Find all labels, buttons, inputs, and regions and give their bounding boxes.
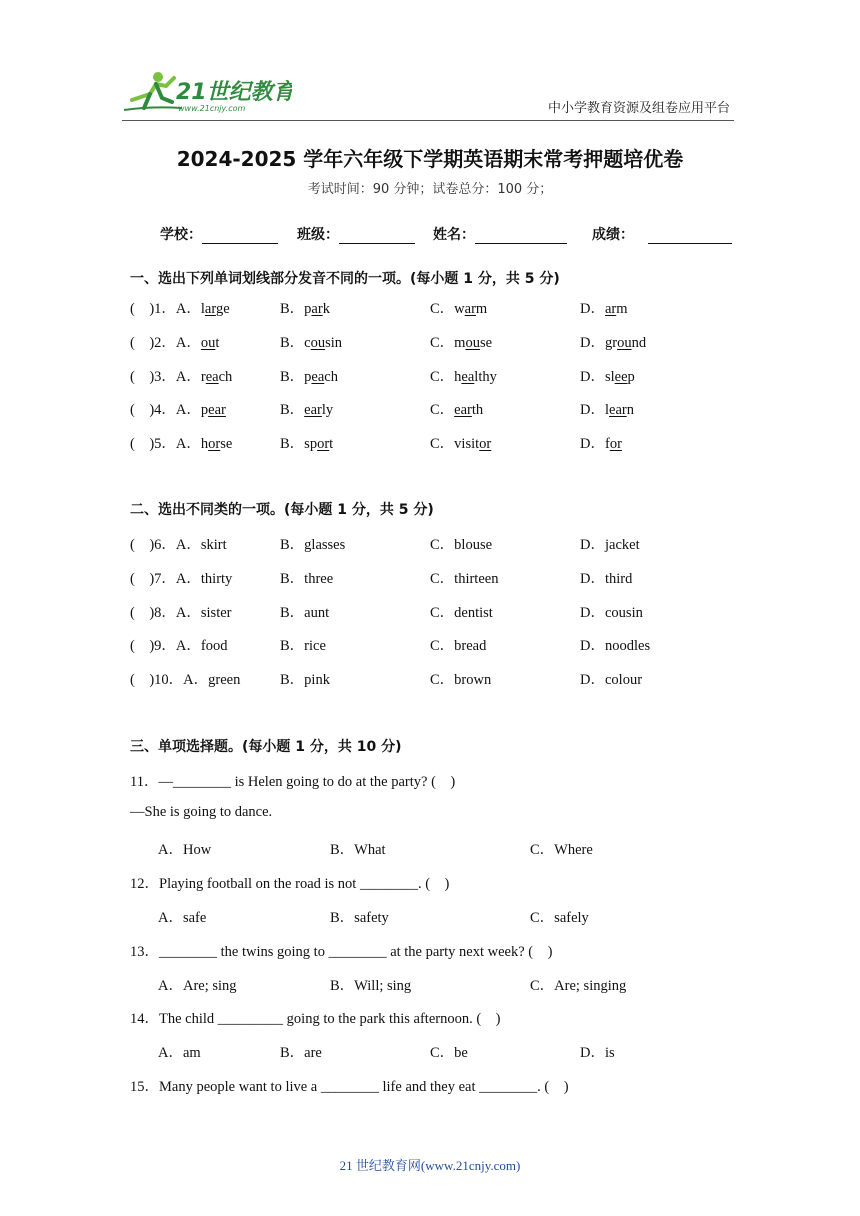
- option-label: C．: [430, 638, 455, 655]
- option-word: out: [200, 334, 220, 351]
- option-label: C．: [430, 436, 455, 453]
- option-label: B．: [280, 436, 305, 453]
- option-label: D．: [580, 402, 605, 419]
- option-word: large: [200, 301, 230, 317]
- underlined-letters: ea: [311, 368, 325, 385]
- option-label: B．: [280, 368, 305, 385]
- class-field[interactable]: [297, 224, 415, 244]
- option-word: bread: [454, 638, 487, 655]
- option-word: blouse: [454, 537, 493, 553]
- q15-stem: 15．Many people want to live a ________ life and they eat ________. ( ): [130, 1079, 569, 1095]
- option-d[interactable]: [580, 432, 622, 453]
- option-b[interactable]: [280, 432, 333, 453]
- option-word: ground: [604, 334, 647, 351]
- option-word: pink: [304, 672, 330, 689]
- platform-label: 中小学教育资源及组卷应用平台: [547, 101, 730, 116]
- question-number: ( )10．A．: [130, 672, 209, 689]
- q11-answer-line: —She is going to dance.: [130, 804, 273, 820]
- q12-option-c[interactable]: C．safely: [530, 910, 589, 926]
- option-label: D．: [580, 334, 605, 351]
- option-d[interactable]: [580, 533, 640, 554]
- option-label: B．: [280, 672, 305, 689]
- option-word: pear: [200, 402, 226, 419]
- option-label: B．: [280, 570, 305, 587]
- question-number: ( )8．A．: [130, 604, 201, 621]
- option-word: arm: [604, 301, 628, 317]
- option-word: park: [304, 301, 330, 317]
- q11-option-a[interactable]: A．How: [158, 842, 212, 858]
- question-number: ( )2．A．: [130, 334, 201, 351]
- option-a[interactable]: [130, 533, 227, 554]
- option-c[interactable]: [430, 398, 483, 419]
- question-number: ( )9．A．: [130, 638, 201, 655]
- option-word: thirty: [200, 570, 233, 587]
- exam-info: 考试时间：90 分钟；试卷总分：100 分；: [307, 182, 553, 197]
- school-label: 学校：: [160, 227, 202, 243]
- section2-heading: 二、选出不同类的一项。(每小题 1 分，共 5 分): [130, 502, 434, 518]
- option-word: colour: [604, 672, 643, 689]
- option-b[interactable]: [280, 398, 333, 419]
- option-label: D．: [580, 537, 605, 553]
- option-label: D．: [580, 604, 605, 621]
- underlined-letters: ou: [465, 334, 480, 351]
- option-b[interactable]: [280, 601, 329, 622]
- option-label: B．: [280, 301, 305, 317]
- underlined-letters: ou: [200, 334, 216, 351]
- option-word: learn: [604, 402, 634, 419]
- option-label: B．: [280, 334, 305, 351]
- option-c[interactable]: [430, 365, 497, 386]
- section3-heading: 三、单项选择题。(每小题 1 分，共 10 分): [130, 739, 402, 755]
- svg-text:www.21cnjy.com: www.21cnjy.com: [178, 104, 246, 113]
- option-label: B．: [280, 638, 305, 655]
- option-c[interactable]: [430, 634, 486, 655]
- option-a[interactable]: [130, 365, 232, 386]
- option-b[interactable]: [280, 668, 330, 689]
- option-word: brown: [454, 672, 492, 689]
- name-label: 姓名：: [433, 227, 475, 243]
- option-word: horse: [200, 436, 233, 453]
- footer-link[interactable]: 21 世纪教育网(www.21cnjy.com): [339, 1158, 521, 1173]
- option-word: sister: [200, 604, 232, 621]
- q14-option-d[interactable]: D．is: [580, 1045, 615, 1061]
- option-d[interactable]: [580, 331, 646, 352]
- score-label: 成绩：: [592, 227, 634, 243]
- option-word: for: [604, 436, 622, 453]
- class-label: 班级：: [297, 227, 339, 243]
- option-word: sport: [304, 436, 334, 453]
- option-a[interactable]: [130, 668, 240, 689]
- option-word: cousin: [604, 604, 643, 621]
- q11-option-c[interactable]: C．Where: [530, 842, 593, 858]
- option-word: skirt: [200, 537, 227, 553]
- option-word: early: [304, 402, 334, 419]
- underlined-letters: ea: [205, 368, 219, 385]
- option-word: noodles: [604, 638, 651, 655]
- school-blank[interactable]: [202, 229, 278, 244]
- underlined-letters: ear: [208, 402, 226, 419]
- underlined-letters: or: [479, 436, 492, 453]
- option-word: three: [304, 570, 334, 587]
- q14-option-c[interactable]: C．be: [430, 1045, 468, 1061]
- option-b[interactable]: [280, 365, 338, 386]
- underlined-letters: ou: [617, 334, 632, 351]
- option-word: mouse: [454, 334, 493, 351]
- option-word: glasses: [304, 537, 346, 553]
- logo: [122, 70, 292, 114]
- score-field[interactable]: [592, 224, 732, 244]
- name-blank[interactable]: [475, 229, 567, 244]
- q13-option-a[interactable]: A．Are; sing: [158, 978, 237, 994]
- option-label: C．: [430, 604, 455, 621]
- option-label: B．: [280, 604, 305, 621]
- page-title: 2024-2025 学年六年级下学期英语期末常考押题培优卷: [176, 147, 684, 171]
- question-number: ( )4．A．: [130, 402, 201, 419]
- underlined-letters: ear: [609, 402, 627, 419]
- option-word: earth: [454, 402, 484, 419]
- underlined-letters: ou: [310, 334, 326, 351]
- question-number: ( )7．A．: [130, 570, 201, 587]
- option-a[interactable]: [130, 601, 232, 622]
- option-d[interactable]: [580, 668, 642, 689]
- option-label: D．: [580, 672, 605, 689]
- option-word: rice: [304, 638, 326, 655]
- option-word: aunt: [304, 604, 330, 621]
- option-label: B．: [280, 402, 305, 419]
- option-b[interactable]: [280, 634, 326, 655]
- q13-stem: 13．________ the twins going to ________ at the party next week? ( ): [130, 944, 553, 960]
- option-label: C．: [430, 334, 455, 351]
- option-a[interactable]: [130, 331, 219, 352]
- option-label: D．: [580, 436, 605, 453]
- option-b[interactable]: [280, 567, 333, 588]
- header-divider: [122, 120, 734, 121]
- option-c[interactable]: [430, 601, 493, 622]
- q11-stem: 11．—________ is Helen going to do at the party? ( ): [130, 774, 456, 790]
- option-word: jacket: [604, 537, 640, 553]
- option-a[interactable]: [130, 634, 227, 655]
- option-c[interactable]: [430, 432, 491, 453]
- question-number: ( )3．A．: [130, 368, 201, 385]
- underlined-letters: ea: [461, 368, 475, 385]
- option-d[interactable]: [580, 398, 634, 419]
- option-word: reach: [200, 368, 233, 385]
- q12-option-a[interactable]: A．safe: [158, 910, 207, 926]
- svg-text:21世纪教育: 21世纪教育: [176, 80, 292, 105]
- runner-logo-icon: [122, 70, 292, 114]
- option-word: green: [208, 672, 241, 689]
- q12-option-b[interactable]: B．safety: [330, 910, 389, 926]
- option-d[interactable]: [580, 634, 650, 655]
- score-blank[interactable]: [648, 229, 732, 244]
- underlined-letters: ar: [204, 301, 216, 317]
- option-word: warm: [454, 301, 488, 317]
- option-c[interactable]: [430, 668, 491, 689]
- option-d[interactable]: [580, 567, 632, 588]
- q14-option-b[interactable]: B．are: [280, 1045, 322, 1061]
- question-number: ( )1．A．: [130, 301, 201, 317]
- option-c[interactable]: [430, 331, 492, 352]
- option-b[interactable]: [280, 533, 345, 554]
- option-c[interactable]: [430, 567, 498, 588]
- name-field[interactable]: [433, 224, 567, 244]
- option-label: D．: [580, 638, 605, 655]
- option-label: C．: [430, 672, 455, 689]
- question-number: ( )6．A．: [130, 537, 201, 553]
- option-label: C．: [430, 570, 455, 587]
- option-d[interactable]: [580, 601, 643, 622]
- option-label: C．: [430, 537, 455, 553]
- option-label: D．: [580, 301, 605, 317]
- q13-option-b[interactable]: B．Will; sing: [330, 978, 412, 994]
- question-number: ( )5．A．: [130, 436, 201, 453]
- option-c[interactable]: [430, 297, 487, 318]
- option-label: D．: [580, 570, 605, 587]
- option-word: healthy: [454, 368, 497, 385]
- option-d[interactable]: [580, 365, 635, 386]
- option-label: C．: [430, 402, 455, 419]
- option-a[interactable]: [130, 432, 232, 453]
- option-label: C．: [430, 368, 455, 385]
- school-field[interactable]: [160, 224, 278, 244]
- option-label: C．: [430, 301, 455, 317]
- q14-option-a[interactable]: A．am: [158, 1045, 201, 1061]
- option-a[interactable]: [130, 398, 226, 419]
- option-word: dentist: [454, 604, 493, 621]
- option-b[interactable]: [280, 297, 330, 318]
- option-label: D．: [580, 368, 605, 385]
- option-d[interactable]: [580, 297, 628, 318]
- q14-stem: 14．The child _________ going to the park this afternoon. ( ): [130, 1011, 501, 1027]
- option-word: third: [604, 570, 633, 587]
- option-b[interactable]: [280, 331, 342, 352]
- option-word: sleep: [604, 368, 635, 385]
- underlined-letters: or: [609, 436, 622, 453]
- underlined-letters: ear: [454, 402, 472, 419]
- q12-stem: 12．Playing football on the road is not ________. ( ): [130, 876, 450, 892]
- underlined-letters: ee: [614, 368, 628, 385]
- option-a[interactable]: [130, 567, 232, 588]
- option-word: thirteen: [454, 570, 499, 587]
- option-a[interactable]: [130, 297, 230, 318]
- underlined-letters: ar: [311, 301, 323, 317]
- option-word: food: [200, 638, 228, 655]
- option-c[interactable]: [430, 533, 492, 554]
- underlined-letters: ear: [304, 402, 322, 419]
- q11-option-b[interactable]: B．What: [330, 842, 386, 858]
- option-label: B．: [280, 537, 305, 553]
- underlined-letters: ar: [464, 301, 476, 317]
- q13-option-c[interactable]: C．Are; singing: [530, 978, 627, 994]
- underlined-letters: or: [317, 436, 330, 453]
- underlined-letters: or: [208, 436, 221, 453]
- section1-heading: 一、选出下列单词划线部分发音不同的一项。(每小题 1 分，共 5 分): [130, 271, 560, 287]
- class-blank[interactable]: [339, 229, 415, 244]
- option-word: cousin: [304, 334, 343, 351]
- option-word: peach: [304, 368, 338, 385]
- underlined-letters: ar: [604, 301, 617, 317]
- option-word: visitor: [454, 436, 492, 453]
